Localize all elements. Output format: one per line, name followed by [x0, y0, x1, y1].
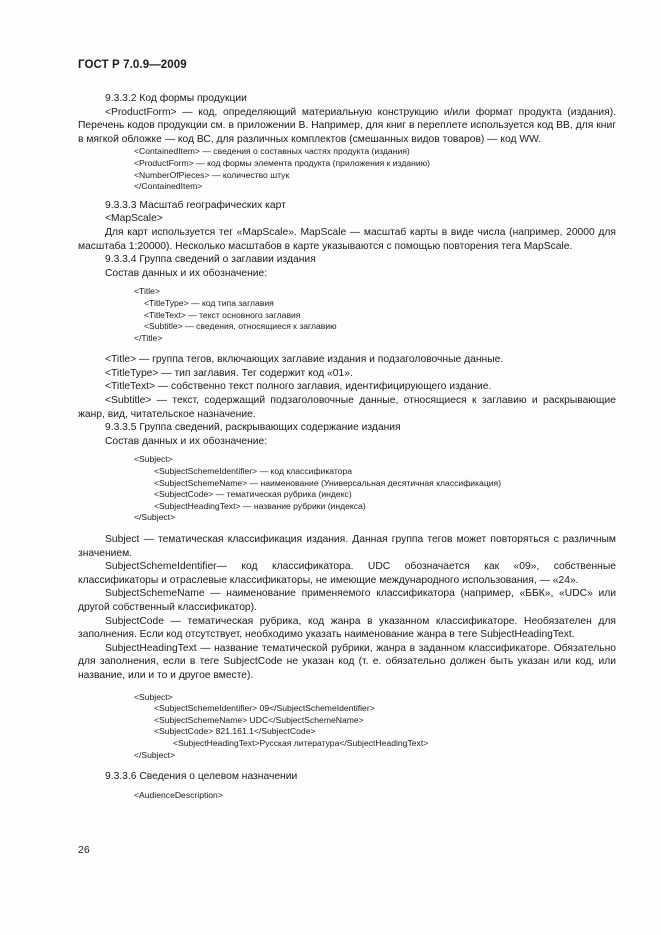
- paragraph-title-text-desc: <TitleText> — собственно текст полного заглавия, идентифицирующего издание.: [105, 381, 492, 393]
- paragraph-product-form: <ProductForm> — код, определяющий материальную конструкцию и/или формат продукта (издания). Перечень кодов продукции см. в приложении В. Например, для книг в переплете используется код ВВ, для книг в мягкой обложке — код ВС, для различных комплектов (смешанных видов товаров) — код WW.: [78, 106, 616, 145]
- code-line: <SubjectHeadingText> — название рубрики (индекса): [154, 500, 366, 511]
- section-heading-product-form: 9.3.3.2 Код формы продукции: [105, 93, 247, 104]
- paragraph-title-type-desc: <TitleType> — тип заглавия. Тег содержит код «01».: [105, 367, 353, 379]
- code-line: <Subtitle> — сведения, относящиеся к заглавию: [144, 321, 337, 332]
- data-composition-intro: Состав данных и их обозначение:: [105, 435, 268, 447]
- page-header-standard-number: ГОСТ Р 7.0.9—2009: [78, 59, 187, 71]
- page-content: [78, 92, 616, 801]
- code-line: <Subject>: [134, 454, 173, 465]
- data-composition-intro: Состав данных и их обозначение:: [105, 267, 268, 279]
- code-line: </Title>: [134, 332, 163, 343]
- page-number: 26: [78, 844, 90, 856]
- paragraph-map-scale: Для карт используется тег «MapScale». MapScale — масштаб карты в виде числа (например, 20000 для масштаба 1:20000). Несколько масштабов в карте указываются с помощью повторения тега MapScale.: [78, 226, 616, 252]
- section-heading-title-group: 9.3.3.4 Группа сведений о заглавии издания: [105, 254, 316, 266]
- code-line: <NumberOfPieces> — количество штук: [134, 169, 290, 180]
- example-code-line: </Subject>: [134, 749, 176, 760]
- map-scale-tag: <MapScale>: [105, 213, 163, 225]
- code-line: <SubjectSchemeName> — наименование (Универсальная десятичная классификация): [154, 477, 502, 488]
- code-line: </Subject>: [134, 512, 176, 523]
- example-code-line: <SubjectHeadingText>Русская литература</SubjectHeadingText>: [173, 737, 429, 748]
- code-line: <TitleText> — текст основного заглавия: [144, 309, 301, 320]
- code-line: <Title>: [134, 286, 160, 297]
- code-line: <SubjectCode> — тематическая рубрика (индекс): [154, 489, 352, 500]
- code-line: <ContainedItem> — сведения о составных частях продукта (издания): [134, 146, 410, 157]
- example-code-line: <SubjectCode> 821.161.1</SubjectCode>: [154, 726, 316, 737]
- paragraph-subject-desc: Subject — тематическая классификация издания. Данная группа тегов может повторяться с различным значением.: [78, 534, 616, 559]
- example-code-line: <SubjectSchemeName> UDC</SubjectSchemeName>: [154, 714, 364, 725]
- paragraph-scheme-name-desc: SubjectSchemeName — наименование применяемого классификатора (например, «ББК», «UDC» или другой собственный классификатор).: [78, 588, 616, 613]
- paragraph-scheme-identifier-desc: SubjectSchemeIdentifier— код классификатора. UDC обозначается как «09», собственные классификаторы и отраслевые классификаторы, не имеющие международного использования, — «24».: [78, 561, 616, 586]
- paragraph-title-desc: <Title> — группа тегов, включающих заглавие издания и подзаголовочные данные.: [105, 354, 504, 366]
- section-heading-audience: 9.3.3.6 Сведения о целевом назначении: [105, 771, 298, 783]
- paragraph-subject-code-desc: SubjectCode — тематическая рубрика, код жанра в указанном классификаторе. Необязателен для заполнения. Если код отсутствует, необходимо указать наименование жанра в теге SubjectHeadingText.: [78, 615, 616, 641]
- section-heading-map-scale: 9.3.3.3 Масштаб географических карт: [105, 199, 286, 211]
- paragraph-heading-text-desc: SubjectHeadingText — название тематической рубрики, жанра в заданном классификаторе. Обязательно для заполнения, если в теге SubjectCode не указан код (т. е. обязательно должен быть указан или код, или название, или и то и другое вместе).: [78, 642, 616, 681]
- code-line: </ContainedItem>: [134, 181, 203, 192]
- code-line: <SubjectSchemeIdentifier> — код классификатора: [154, 466, 353, 477]
- section-heading-subject-group: 9.3.3.5 Группа сведений, раскрывающих содержание издания: [105, 422, 401, 434]
- code-line: <TitleType> — код типа заглавия: [144, 297, 274, 308]
- paragraph-subtitle-desc: <Subtitle> — текст, содержащий подзаголовочные данные, относящиеся к заглавию и раскрывающие жанр, вид, читательское назначение.: [78, 395, 616, 420]
- code-line: <ProductForm> — код формы элемента продукта (приложения к изданию): [134, 157, 431, 168]
- example-code-line: <Subject>: [134, 691, 173, 702]
- code-line: <AudienceDescription>: [134, 789, 223, 800]
- example-code-line: <SubjectSchemeIdentifier> 09</SubjectSchemeIdentifier>: [154, 703, 375, 714]
